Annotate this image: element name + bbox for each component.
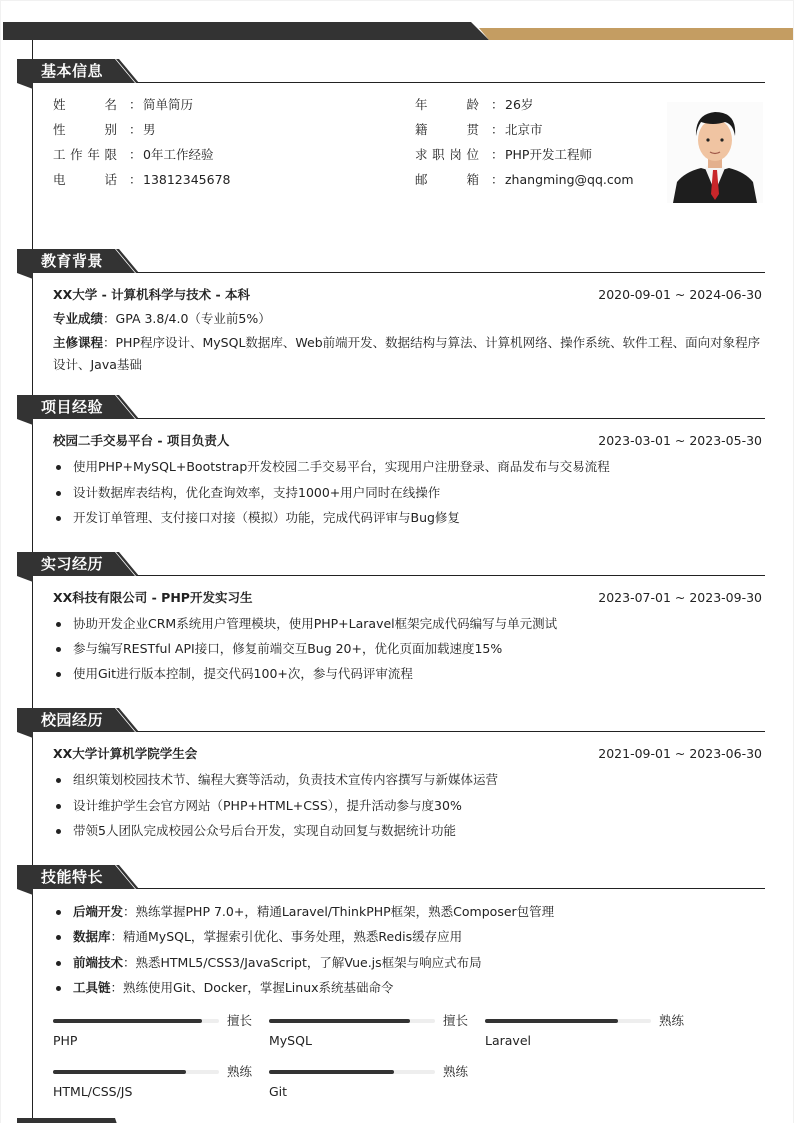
- education-date: 2020-09-01 ~ 2024-06-30: [598, 287, 762, 302]
- bullet-icon: [56, 778, 61, 783]
- info-value: 26岁: [505, 97, 534, 112]
- internship-heading: XX科技有限公司 - PHP开发实习生: [53, 590, 253, 605]
- stripes-icon: [109, 249, 155, 273]
- skill-fill: [269, 1070, 394, 1074]
- next-section-tab: [17, 1118, 135, 1123]
- tab-fold: [17, 273, 33, 279]
- section-header: [1, 249, 793, 275]
- info-value: 男: [143, 122, 156, 137]
- skill-name: Laravel: [485, 1033, 531, 1048]
- section-title: 校园经历: [41, 711, 104, 729]
- info-label: 邮 箱: [415, 172, 479, 187]
- bullet-icon: [56, 622, 61, 627]
- bullet-icon: [56, 935, 61, 940]
- section-project: [1, 395, 793, 421]
- info-row: 籍 贯 ：北京市: [415, 122, 543, 137]
- avatar-photo: [667, 102, 763, 203]
- section-education: [1, 249, 793, 275]
- bullet-icon: [56, 647, 61, 652]
- gpa-label: 专业成绩: [53, 311, 104, 326]
- campus-heading: XX大学计算机学院学生会: [53, 746, 198, 761]
- info-value: PHP开发工程师: [505, 147, 592, 162]
- section-skills: [1, 865, 793, 891]
- section-header: [1, 395, 793, 421]
- section-header: [1, 708, 793, 734]
- tab-fold: [17, 83, 33, 89]
- skill-bar: [269, 1064, 469, 1104]
- section-rule: [137, 731, 765, 732]
- info-value: 北京市: [505, 122, 543, 137]
- skill-name: PHP: [53, 1033, 78, 1048]
- skill-level: 熟练: [443, 1064, 469, 1079]
- stripes-icon: [109, 59, 155, 83]
- section-title: 项目经验: [41, 398, 104, 416]
- bullet-icon: [56, 465, 61, 470]
- skill-name: MySQL: [269, 1033, 312, 1048]
- courses-value: ：PHP程序设计、MySQL数据库、Web前端开发、数据结构与算法、计算机网络、操作系统、软件工程、面向对象程序设计、Java基础: [53, 335, 761, 372]
- skill-level: 擅长: [443, 1013, 469, 1028]
- section-rule: [137, 272, 765, 273]
- info-value: 13812345678: [143, 172, 231, 187]
- education-gpa: [53, 308, 765, 330]
- campus-date: 2021-09-01 ~ 2023-06-30: [598, 746, 762, 761]
- tab-fold: [17, 889, 33, 895]
- section-title: 实习经历: [41, 555, 104, 573]
- bullet-icon: [56, 672, 61, 677]
- section-header: [1, 865, 793, 891]
- info-label: 性 别: [53, 122, 117, 137]
- info-value: 简单简历: [143, 97, 194, 112]
- section-rule: [137, 82, 765, 83]
- info-row: 工 作 年 限 ：0年工作经验: [53, 147, 214, 162]
- courses-label: 主修课程: [53, 335, 104, 350]
- education-courses: [53, 332, 765, 376]
- project-date: 2023-03-01 ~ 2023-05-30: [598, 433, 762, 448]
- stripes-icon: [109, 552, 155, 576]
- skill-level: 熟练: [227, 1064, 253, 1079]
- tab-fold: [17, 419, 33, 425]
- skill-level: 熟练: [659, 1013, 685, 1028]
- bullet-icon: [56, 986, 61, 991]
- bullet-icon: [56, 516, 61, 521]
- info-value: zhangming@qq.com: [505, 172, 634, 187]
- info-label: 姓 名: [53, 97, 117, 112]
- stripes-icon: [109, 708, 155, 732]
- skill-name: HTML/CSS/JS: [53, 1084, 133, 1099]
- bullet-icon: [56, 804, 61, 809]
- section-rule: [137, 575, 765, 576]
- info-label: 年 龄: [415, 97, 479, 112]
- section-title: 基本信息: [41, 62, 104, 80]
- skill-track: [53, 1019, 219, 1023]
- education-heading: XX大学 - 计算机科学与技术 - 本科: [53, 287, 251, 302]
- section-rule: [137, 888, 765, 889]
- info-row: 电 话 ：13812345678: [53, 172, 231, 187]
- tab-fold: [17, 732, 33, 738]
- skill-fill: [269, 1019, 410, 1023]
- skill-track: [269, 1070, 435, 1074]
- skill-track: [53, 1070, 219, 1074]
- info-label: 求 职 岗 位: [415, 147, 479, 162]
- section-title: 教育背景: [41, 252, 104, 270]
- info-row: 年 龄 ：26岁: [415, 97, 534, 112]
- section-header: [1, 59, 793, 85]
- info-row: 求 职 岗 位 ：PHP开发工程师: [415, 147, 592, 162]
- skill-bar: [53, 1064, 253, 1104]
- internship-date: 2023-07-01 ~ 2023-09-30: [598, 590, 762, 605]
- bullet-icon: [56, 910, 61, 915]
- skill-bar: [53, 1013, 253, 1053]
- section-header: [1, 552, 793, 578]
- tab-fold: [17, 576, 33, 582]
- info-value: 0年工作经验: [143, 147, 214, 162]
- skill-bar: [269, 1013, 469, 1053]
- skill-bar: [485, 1013, 685, 1053]
- info-row: 姓 名 ：简单简历: [53, 97, 194, 112]
- project-heading: 校园二手交易平台 - 项目负责人: [53, 433, 230, 448]
- section-title: 技能特长: [41, 868, 104, 886]
- bullet-icon: [56, 829, 61, 834]
- skill-track: [269, 1019, 435, 1023]
- info-row: 邮 箱 ：zhangming@qq.com: [415, 172, 634, 187]
- gpa-value: ：GPA 3.8/4.0（专业前5%）: [103, 311, 271, 326]
- skill-level: 擅长: [227, 1013, 253, 1028]
- section-campus: [1, 708, 793, 734]
- top-banner-gold: [479, 28, 793, 40]
- section-rule: [137, 418, 765, 419]
- info-row: 性 别 ：男: [53, 122, 156, 137]
- skill-name: Git: [269, 1084, 288, 1099]
- bullet-icon: [56, 491, 61, 496]
- resume-page: 基本信息 姓 名 ：简单简历 性 别 ：男 工 作 年 限 ：0年工作经验 电 话 ：13812345678 年 龄 ：26岁 籍 贯 ：北京市 求 职 岗 位 ：PHP开发工程师 邮 箱 ：zhangming@qq.com 教育背景 XX大学 - 计算机科学与技术 - 本科 2020-09-01 ~ 2024-06-30 专业成绩：GPA 3.8/4.0（专业前5%） 主修课程：PHP程序设计、MySQL数据库、Web前端开发、数据结构与算法、计算机网络、操作系统、软件工程、面向对象程序设计、Java基础 项目经验 校园二手交易平台 - 项目负责人 2023-03-01 ~ 2023-05-30 使用PHP+MySQL+Bootstrap开发校园二手交易平台，实现用户注册登录、商品发布与交易流程 设计数据库表结构，优化查询效率，支持1000+用户同时在线操作 开发订单管理、支付接口对接（模拟）功能，完成代码评审与Bug修复 实习经历 XX科技有限公司 - PHP开发实习生 2023-07-01 ~ 2023-09-30 协助开发企业CRM系统用户管理模块，使用PHP+Laravel框架完成代码编写与单元测试 参与编写RESTful API接口，修复前端交互Bug 20+，优化页面加载速度15% 使用Git进行版本控制，提交代码100+次，参与代码评审流程 校园经历 XX大学计算机学院学生会 2021-09-01 ~ 2023-06-30 组织策划校园技术节、编程大赛等活动，负责技术宣传内容撰写与新媒体运营 设计维护学生会官方网站（PHP+HTML+CSS），提升活动参与度30% 带领5人团队完成校园公众号后台开发，实现自动回复与数据统计功能 技能特长 后端开发：熟练掌握PHP 7.0+，精通Laravel/ThinkPHP框架，熟悉Composer包管理 数据库：精通MySQL，掌握索引优化、事务处理，熟悉Redis缓存应用 前端技术：熟悉HTML5/CSS3/JavaScript，了解Vue.js框架与响应式布局 工具链：熟练使用Git、Docker，掌握Linux系统基础命令 擅长 PHP 擅长 MySQL 熟练 Laravel 熟练 HTML/CSS/JS 熟练 Git: [1, 1, 793, 1123]
- section-internship: [1, 552, 793, 578]
- info-label: 籍 贯: [415, 122, 479, 137]
- stripes-icon: [109, 865, 155, 889]
- skill-track: [485, 1019, 651, 1023]
- info-label: 电 话: [53, 172, 117, 187]
- stripes-icon: [109, 395, 155, 419]
- bullet-icon: [56, 961, 61, 966]
- skill-fill: [53, 1070, 186, 1074]
- skill-fill: [53, 1019, 202, 1023]
- skill-fill: [485, 1019, 618, 1023]
- info-label: 工 作 年 限: [53, 147, 117, 162]
- section-basic-info: [1, 59, 793, 85]
- top-banner-dark: [3, 22, 489, 40]
